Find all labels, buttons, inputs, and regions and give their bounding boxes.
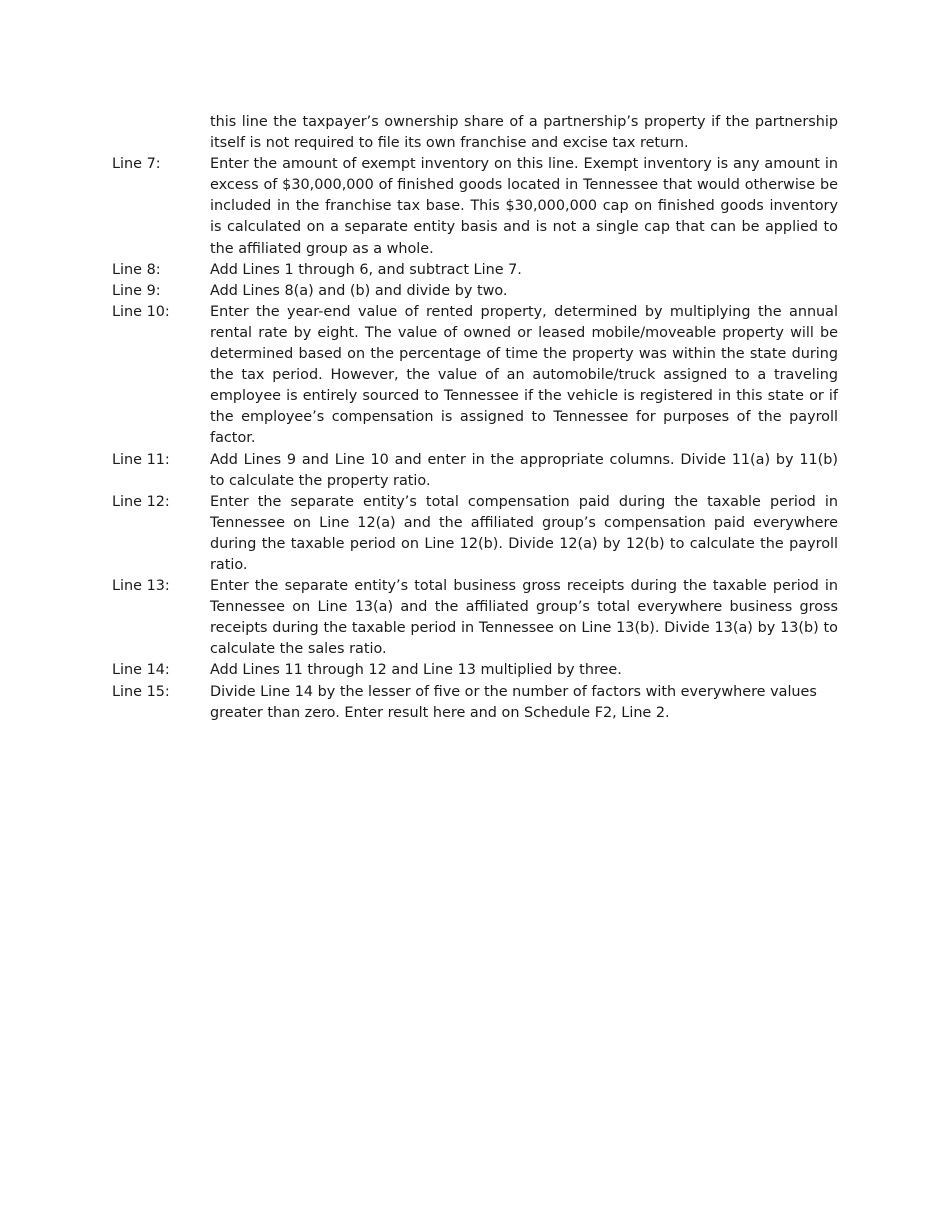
line-14-text: Add Lines 11 through 12 and Line 13 multiplied by three. <box>210 662 622 679</box>
line-14-entry <box>112 660 838 681</box>
line-10-entry <box>112 302 838 450</box>
line-11-text: Add Lines 9 and Line 10 and enter in the appropriate columns. Divide 11(a) by 11(b) to calculate the property ratio. <box>210 451 838 489</box>
line-7-label: Line 7: <box>112 156 161 173</box>
line-15-label: Line 15: <box>112 683 170 700</box>
line-10-text: Enter the year-end value of rented property, determined by multiplying the annual rental rate by eight. The value of owned or leased mobile/moveable property will be determined based on the percentage of time the property was within the state during the tax period. However, the value of an automobile/truck assigned to a traveling employee is entirely sourced to Tennessee if the vehicle is registered in this state or if the employee’s compensation is assigned to Tennessee for purposes of the payroll factor. <box>210 303 838 447</box>
line-8-text: Add Lines 1 through 6, and subtract Line 7. <box>210 261 522 278</box>
line-11-label: Line 11: <box>112 451 170 468</box>
line-9-text: Add Lines 8(a) and (b) and divide by two. <box>210 282 508 299</box>
line-13-label: Line 13: <box>112 578 170 595</box>
line-8-entry <box>112 260 838 281</box>
line-9-entry <box>112 281 838 302</box>
line-12-label: Line 12: <box>112 493 170 510</box>
line-15-text: Divide Line 14 by the lesser of five or the number of factors with everywhere values greater than zero. Enter result here and on Schedule F2, Line 2. <box>210 683 817 721</box>
line-7-text: Enter the amount of exempt inventory on this line. Exempt inventory is any amount in excess of $30,000,000 of finished goods located in Tennessee that would otherwise be included in the franchise tax base. This $30,000,000 cap on finished goods inventory is calculated on a separate entity basis and is not a single cap that can be applied to the affiliated group as a whole. <box>210 156 838 257</box>
line-8-label: Line 8: <box>112 261 161 278</box>
line-15-entry <box>112 682 838 724</box>
continuation-paragraph: this line the taxpayer’s ownership share of a partnership’s property if the partnership itself is not required to file its own franchise and excise tax return. <box>210 114 838 152</box>
line-14-label: Line 14: <box>112 662 170 679</box>
line-13-entry <box>112 576 838 660</box>
line-12-text: Enter the separate entity’s total compensation paid during the taxable period in Tennessee on Line 12(a) and the affiliated group’s compensation paid everywhere during the taxable period on Line 12(b). Divide 12(a) by 12(b) to calculate the payroll ratio. <box>210 493 838 573</box>
line-11-entry <box>112 450 838 492</box>
instructions-page <box>112 112 838 724</box>
line-9-label: Line 9: <box>112 282 161 299</box>
line-10-label: Line 10: <box>112 303 170 320</box>
line-12-entry <box>112 492 838 576</box>
line-13-text: Enter the separate entity’s total business gross receipts during the taxable period in Tennessee on Line 13(a) and the affiliated group’s total everywhere business gross receipts during the taxable period in Tennessee on Line 13(b). Divide 13(a) by 13(b) to calculate the sales ratio. <box>210 578 838 658</box>
line-7-entry <box>112 154 838 259</box>
